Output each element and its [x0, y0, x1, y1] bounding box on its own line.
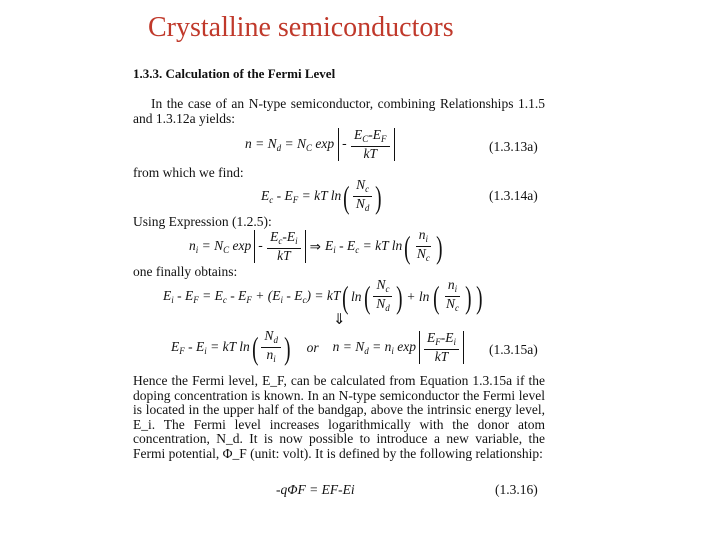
equation-number: (1.3.16): [495, 482, 538, 497]
equation-1-3-14a: $E_c - E_F$ = kT ln ( $\frac{N_c}{N_d}$ ): [261, 177, 382, 215]
equation-number: (1.3.14a): [489, 188, 538, 203]
intro-paragraph: In the case of an N-type semiconductor, combining Relationships 1.1.5 and 1.3.12a yields:: [133, 96, 545, 126]
equation-combined: $E_i - E_F = E_c - E_F + (E_i - E_c)$ = kT ( ln ( $\frac{N_c}{N_d}$ ) + ln ( $\frac{n_i}{N_c}$ ) ): [163, 277, 483, 315]
conclusion-paragraph: Hence the Fermi level, E_F, can be calculated from Equation 1.3.15a if the doping concentration is known. In an N-type semiconductor the Fermi level is located in the upper half of the bandgap, above the intrinsic energy level, E_i. The Fermi level increases logarithmically with the donor atom concentration, N_d. It is now possible to introduce a new variable, the Fermi potential, Φ_F (unit: volt). It is defined by the following relationship:: [133, 373, 545, 461]
equation-1-3-16: -qΦF = EF-Ei: [276, 482, 355, 497]
obtains-text: one finally obtains:: [133, 264, 238, 279]
down-arrow: ⇓: [333, 312, 346, 328]
or-word: or: [306, 339, 319, 355]
equation-intrinsic: $n_i = N_C$ exp - $\frac{E_c-E_i}{kT}$ ⇒ $E_i - E_c$ = kT ln ( $\frac{n_i}{N_c}$ ): [189, 227, 443, 265]
equation-number: (1.3.13a): [489, 139, 538, 154]
document-page: [133, 64, 545, 504]
from-text: from which we find:: [133, 165, 244, 180]
slide-title: Crystalline semiconductors: [148, 12, 454, 43]
using-text: Using Expression (1.2.5):: [133, 214, 272, 229]
equation-1-3-15a: $E_F - E_i$ = kT ln ( $\frac{N_d}{n_i}$ ) or $n = N_d = n_i$ exp $\frac{E_F-E_i}{kT}$: [171, 329, 464, 366]
equation-number: (1.3.15a): [489, 342, 538, 357]
section-heading: 1.3.3. Calculation of the Fermi Level: [133, 66, 336, 81]
equation-1-3-13a: $n = N_d = N_C$ exp - $\frac{E_C-E_F}{kT}$: [245, 128, 395, 161]
